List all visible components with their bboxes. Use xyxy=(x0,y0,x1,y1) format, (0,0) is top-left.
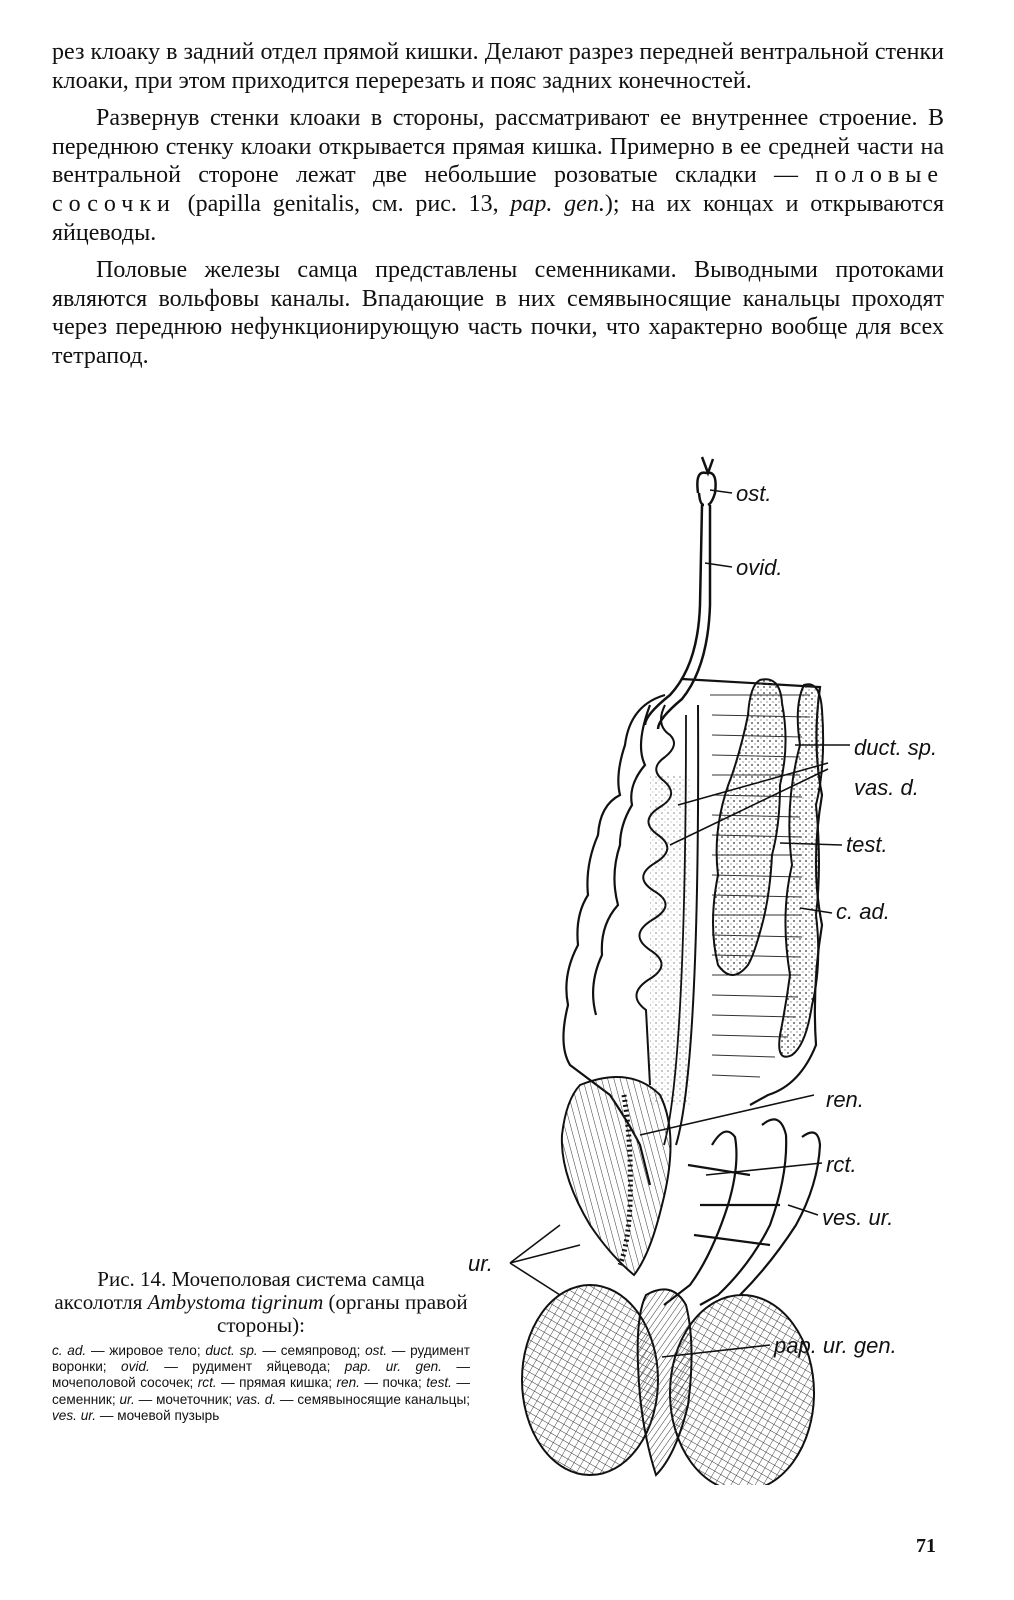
legend-def: — семявыносящие канальцы; xyxy=(276,1391,471,1407)
label-ren: ren. xyxy=(826,1087,864,1112)
label-ost: ost. xyxy=(736,481,772,506)
label-ovid: ovid. xyxy=(736,555,783,580)
legend-def: — жировое тело; xyxy=(86,1343,206,1358)
paragraph-2-part-3: ); на их концах и открываются яйцеводы. xyxy=(52,190,944,246)
label-rct: rct. xyxy=(826,1152,857,1177)
legend-def: — почка; xyxy=(359,1375,427,1391)
legend-term: ur. xyxy=(119,1391,135,1407)
legend-def: — мочеполовой сосочек; xyxy=(52,1359,471,1391)
caption-species: Ambystoma tigrinum xyxy=(147,1290,324,1314)
paragraph-3: Половые железы самца представлены семенниками. Выводными протоками являются вольфовы каналы. Впадающие в них семявыносящие канальцы проходят через переднюю нефункционирующую часть почки, что характерно вообще для всех тетрапод. xyxy=(52,257,944,369)
paragraph-2-part-2: (papilla genitalis, см. рис. 13, xyxy=(175,190,511,217)
label-ur: ur. xyxy=(468,1251,493,1276)
paragraph-1: рез клоаку в задний отдел прямой кишки. Делают разрез передней вентральной стенки клоаки, при этом приходится перерезать и пояс задних конечностей. xyxy=(52,39,944,94)
legend-def: — рудимент яйцевода; xyxy=(149,1359,345,1375)
paragraph-2 xyxy=(52,104,944,247)
legend-def: — семяпровод; xyxy=(257,1343,366,1358)
label-c-ad: c. ad. xyxy=(836,899,890,924)
page-number: 71 xyxy=(916,1535,936,1557)
legend-term: ves. ur. xyxy=(52,1407,97,1423)
testis xyxy=(713,679,786,975)
legend-term: rct. xyxy=(197,1375,217,1391)
label-pap-ur-gen: pap. ur. gen. xyxy=(774,1333,897,1358)
label-duct-sp: duct. sp. xyxy=(854,735,938,760)
legend-def: — мочеточник; xyxy=(134,1391,236,1407)
spaced-term: половые сосочки xyxy=(52,162,944,217)
anatomical-figure xyxy=(450,445,950,1485)
legend-term: test. xyxy=(426,1375,452,1391)
paragraph-2-part-1: Развернув стенки клоаки в стороны, рассматривают ее внутреннее строение. В переднюю стенку клоаки открывается прямая кишка. Примерно в ее средней части на вентральной стороне лежат две небольшие розоватые складки — xyxy=(52,105,944,189)
italic-term: pap. gen. xyxy=(510,190,605,217)
label-vas-d: vas. d. xyxy=(854,775,919,800)
legend-term: ren. xyxy=(336,1375,360,1391)
caption-legend xyxy=(52,1343,470,1424)
cloacal-lip-left xyxy=(522,1285,658,1475)
legend-def: — прямая кишка; xyxy=(216,1375,337,1391)
rectum-bladder xyxy=(664,1119,820,1305)
cloacal-lip-right xyxy=(670,1295,814,1485)
label-test: test. xyxy=(846,832,888,857)
legend-term: vas. d. xyxy=(235,1391,277,1407)
caption-title xyxy=(52,1268,470,1337)
legend-def: — рудимент воронки; xyxy=(52,1343,470,1375)
caption-prefix: Рис. 14. Мочеполовая система самца аксолотля xyxy=(54,1267,425,1314)
body-text xyxy=(52,38,944,380)
figure-caption xyxy=(52,1268,470,1424)
legend-term: pap. ur. gen. xyxy=(344,1359,442,1375)
legend-def: — мочевой пузырь xyxy=(96,1407,220,1423)
urogenital-drawing xyxy=(450,445,950,1485)
label-ves-ur: ves. ur. xyxy=(822,1205,894,1230)
caption-suffix: (органы правой стороны): xyxy=(217,1290,468,1337)
legend-def: — семенник; xyxy=(52,1375,470,1407)
legend-term: ovid. xyxy=(121,1359,150,1375)
legend-term: ost. xyxy=(365,1343,388,1358)
legend-term: duct. sp. xyxy=(205,1343,258,1358)
oviduct-rudiment xyxy=(645,457,716,729)
legend-term: c. ad. xyxy=(52,1343,87,1358)
